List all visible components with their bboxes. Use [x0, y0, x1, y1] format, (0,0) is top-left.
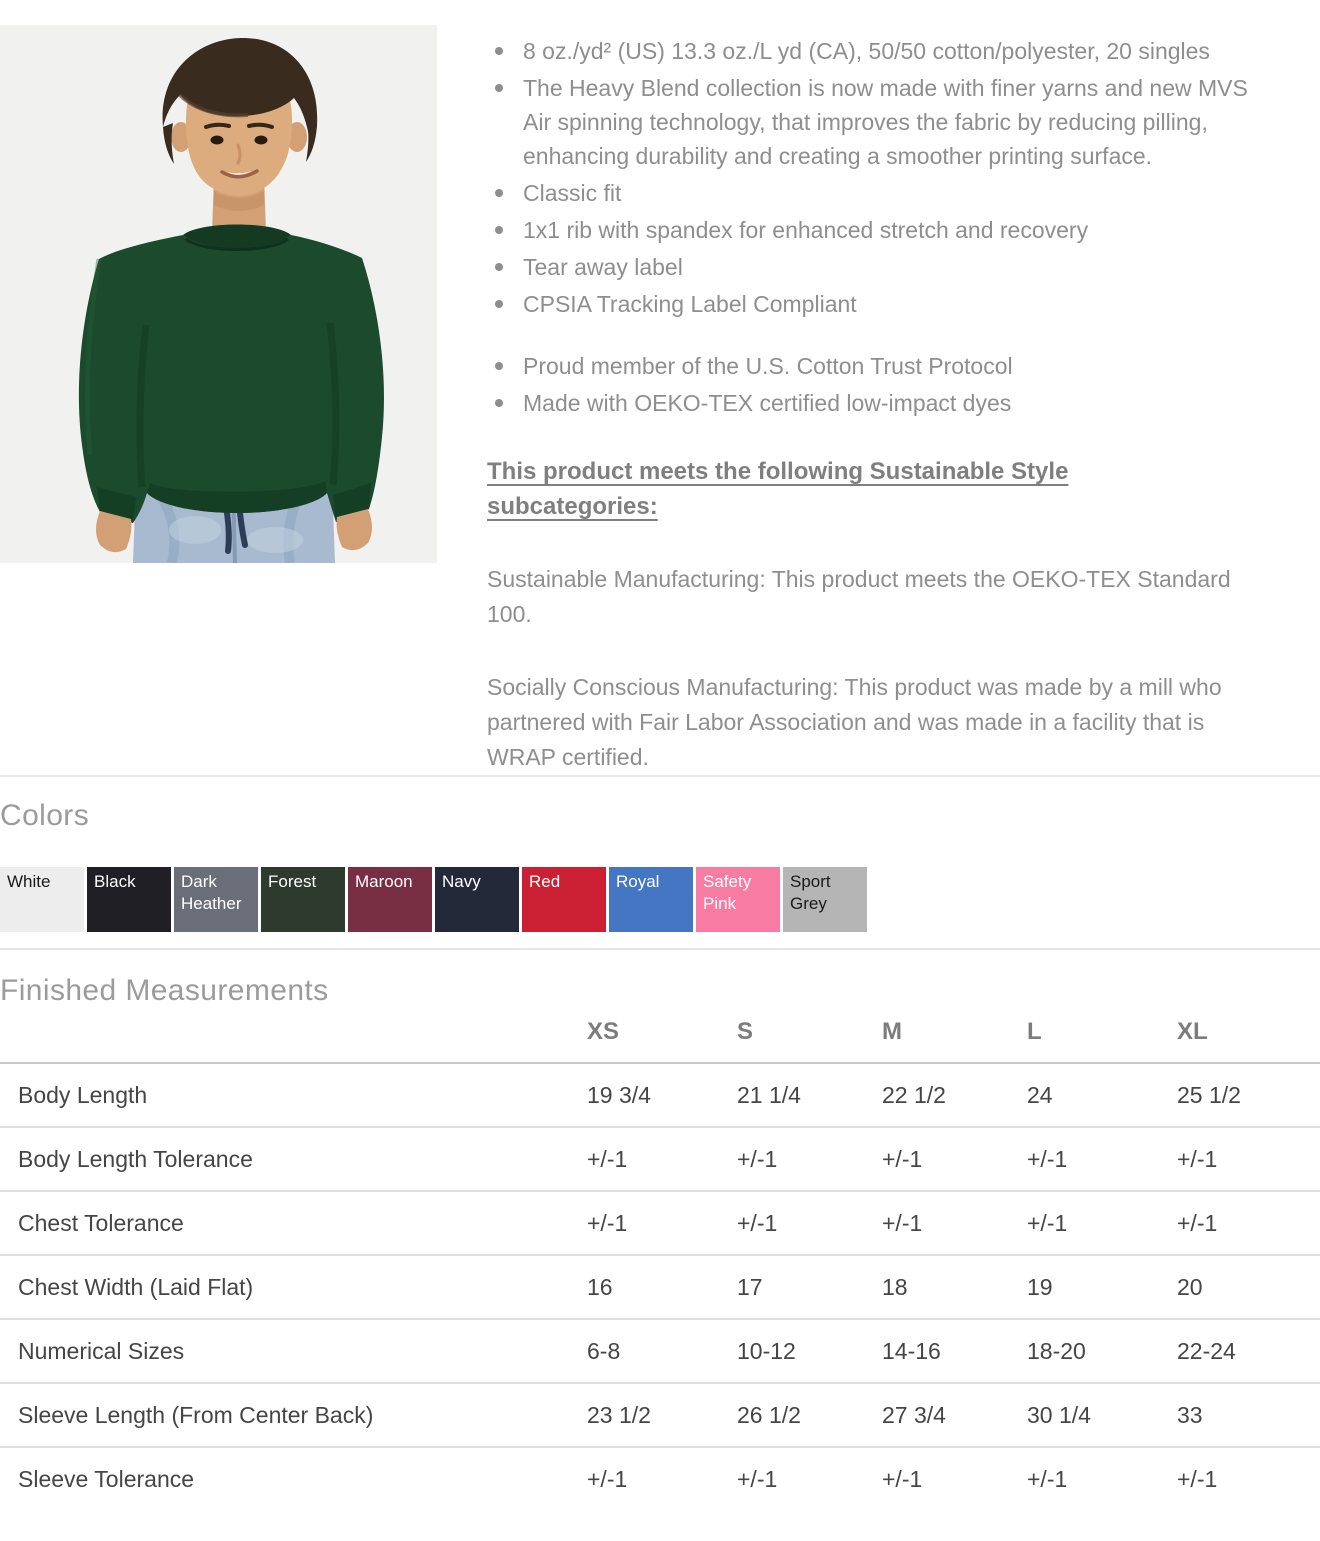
product-details-column	[437, 25, 1320, 775]
measurement-value: +/-1	[1027, 1145, 1068, 1172]
measurement-value: 10-12	[737, 1337, 796, 1364]
feature-item: The Heavy Blend collection is now made with finer yarns and new MVS Air spinning technology, that improves the fabric by reducing pilling, enhancing durability and creating a smoother printing surface.	[487, 71, 1250, 173]
measurement-value: +/-1	[737, 1145, 778, 1172]
measurement-value: +/-1	[1027, 1209, 1068, 1236]
measurement-value: +/-1	[587, 1209, 628, 1236]
size-header-xs: XS	[587, 1018, 620, 1045]
measurement-row	[0, 1255, 1320, 1319]
sustainable-manufacturing-paragraph: Sustainable Manufacturing: This product meets the OEKO-TEX Standard 100.	[487, 566, 1231, 627]
measurement-label: Chest Width (Laid Flat)	[18, 1273, 254, 1300]
feature-item: 8 oz./yd² (US) 13.3 oz./L yd (CA), 50/50 cotton/polyester, 20 singles	[487, 34, 1250, 68]
measurements-table-body	[0, 1063, 1320, 1511]
measurement-value: 16	[587, 1273, 613, 1300]
color-swatch-red[interactable]	[522, 867, 606, 932]
measurement-value: +/-1	[882, 1466, 923, 1492]
measurement-value: 22 1/2	[882, 1081, 946, 1108]
color-swatch-label: Royal	[616, 872, 660, 891]
color-swatch-label: Sport Grey	[790, 872, 831, 913]
measurement-value: 33	[1177, 1401, 1203, 1428]
measurement-label: Chest Tolerance	[18, 1209, 184, 1236]
measurement-value: 6-8	[587, 1337, 621, 1364]
size-header-blank	[0, 1018, 587, 1063]
sustainable-style-heading: This product meets the following Sustainable Style subcategories:	[487, 458, 1069, 520]
measurement-value: +/-1	[1027, 1466, 1068, 1492]
color-swatch-label: White	[7, 872, 51, 891]
color-swatch-royal[interactable]	[609, 867, 693, 932]
measurement-value: 14-16	[882, 1337, 941, 1364]
measurement-value: 22-24	[1177, 1337, 1236, 1364]
color-swatch-forest[interactable]	[261, 867, 345, 932]
measurement-value: 18	[882, 1273, 908, 1300]
measurement-value: +/-1	[737, 1466, 778, 1492]
measurement-value: +/-1	[1177, 1466, 1218, 1492]
measurement-value: +/-1	[1177, 1209, 1218, 1236]
measurement-spacer	[1249, 1319, 1320, 1383]
feature-list-certifications	[487, 349, 1250, 420]
color-swatch-label: Black	[94, 872, 136, 891]
measurement-label: Body Length Tolerance	[18, 1145, 253, 1172]
feature-item: Made with OEKO-TEX certified low-impact dyes	[487, 386, 1250, 420]
measurement-spacer	[1249, 1383, 1320, 1447]
feature-item: CPSIA Tracking Label Compliant	[487, 287, 1250, 321]
feature-item: Classic fit	[487, 176, 1250, 210]
color-swatch-label: Safety Pink	[703, 872, 752, 913]
color-swatch-label: Dark Heather	[181, 872, 242, 913]
measurements-table	[0, 1018, 1320, 1511]
measurement-value: 30 1/4	[1027, 1401, 1091, 1428]
size-header-s: S	[737, 1018, 754, 1045]
measurement-spacer	[1249, 1191, 1320, 1255]
measurement-label: Numerical Sizes	[18, 1337, 185, 1364]
size-header-l: L	[1027, 1018, 1042, 1045]
color-swatch-label: Forest	[268, 872, 317, 891]
measurement-value: +/-1	[587, 1145, 628, 1172]
measurements-section	[0, 950, 1320, 1511]
measurement-value: +/-1	[1177, 1145, 1218, 1172]
color-swatch-maroon[interactable]	[348, 867, 432, 932]
measurement-value: +/-1	[587, 1466, 628, 1492]
measurement-value: 27 3/4	[882, 1401, 946, 1428]
measurement-value: 19	[1027, 1273, 1053, 1300]
color-swatch-black[interactable]	[87, 867, 171, 932]
measurement-spacer	[1249, 1447, 1320, 1511]
feature-item: Tear away label	[487, 250, 1250, 284]
feature-list-primary	[487, 34, 1250, 321]
measurement-value: 19 3/4	[587, 1081, 651, 1108]
measurement-value: 26 1/2	[737, 1401, 801, 1428]
measurement-spacer	[1249, 1127, 1320, 1191]
feature-item: 1x1 rib with spandex for enhanced stretch and recovery	[487, 213, 1250, 247]
measurement-value: 25 1/2	[1177, 1081, 1241, 1108]
measurement-spacer	[1249, 1063, 1320, 1127]
measurement-row	[0, 1383, 1320, 1447]
measurement-value: 21 1/4	[737, 1081, 801, 1108]
color-swatch-label: Maroon	[355, 872, 413, 891]
measurement-row	[0, 1063, 1320, 1127]
color-swatch-label: Red	[529, 872, 561, 891]
measurement-value: +/-1	[737, 1209, 778, 1236]
measurement-label: Sleeve Length (From Center Back)	[18, 1401, 374, 1428]
measurement-row	[0, 1127, 1320, 1191]
size-header-spacer	[1249, 1018, 1320, 1063]
color-swatch-navy[interactable]	[435, 867, 519, 932]
size-header-m: M	[882, 1018, 902, 1045]
measurement-row	[0, 1319, 1320, 1383]
colors-section	[0, 777, 1320, 948]
measurement-value: 23 1/2	[587, 1401, 651, 1428]
color-swatch-dark-heather[interactable]	[174, 867, 258, 932]
color-swatch-white[interactable]	[0, 867, 84, 932]
measurement-value: 24	[1027, 1081, 1053, 1108]
measurement-value: 20	[1177, 1273, 1203, 1300]
feature-item: Proud member of the U.S. Cotton Trust Protocol	[487, 349, 1250, 383]
color-swatch-row	[0, 867, 1320, 932]
color-swatch-sport-grey[interactable]	[783, 867, 867, 932]
measurement-label: Sleeve Tolerance	[18, 1466, 195, 1492]
color-swatch-label: Navy	[442, 872, 481, 891]
measurements-table-head	[0, 1018, 1320, 1063]
model-photo-illustration	[0, 25, 437, 563]
socially-conscious-paragraph: Socially Conscious Manufacturing: This product was made by a mill who partnered with Fair Labor Association and was made in a facility that is WRAP certified.	[487, 674, 1222, 770]
measurement-value: +/-1	[882, 1145, 923, 1172]
colors-heading: Colors	[0, 799, 90, 832]
measurements-heading: Finished Measurements	[0, 974, 329, 1007]
measurement-row	[0, 1447, 1320, 1511]
size-header-xl: XL	[1177, 1018, 1208, 1045]
product-photo	[0, 25, 437, 563]
measurement-value: 17	[737, 1273, 763, 1300]
measurement-value: 18-20	[1027, 1337, 1086, 1364]
color-swatch-safety-pink[interactable]	[696, 867, 780, 932]
measurement-spacer	[1249, 1255, 1320, 1319]
measurement-row	[0, 1191, 1320, 1255]
measurement-value: +/-1	[882, 1209, 923, 1236]
size-header-row	[0, 1018, 1320, 1063]
measurement-label: Body Length	[18, 1081, 148, 1108]
